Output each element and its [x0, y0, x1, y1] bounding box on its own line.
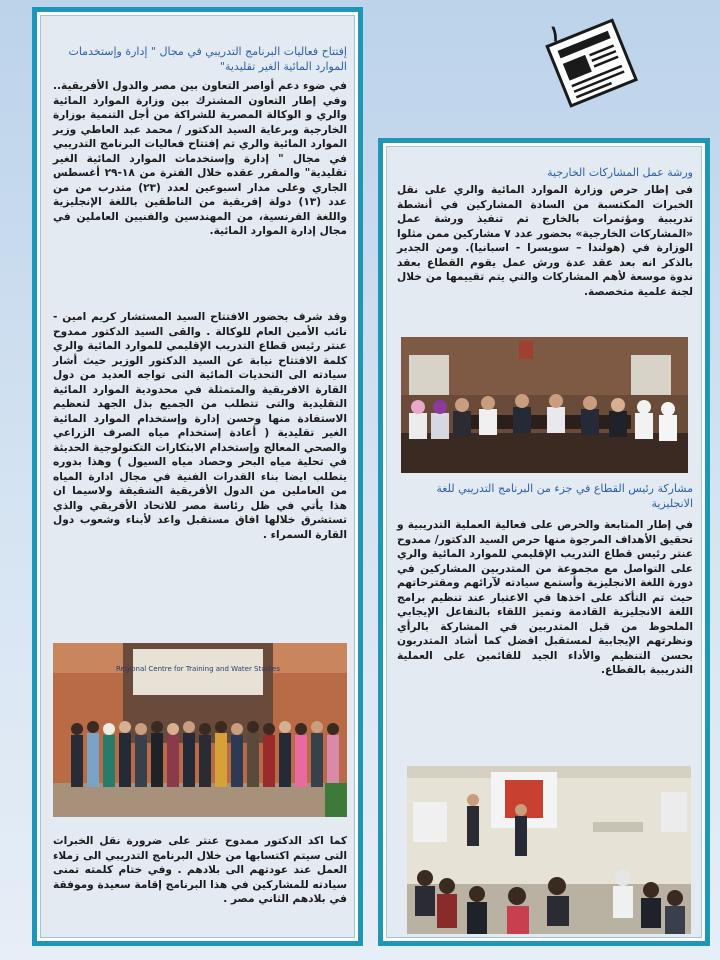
right-article-2-body: في إطار المتابعة والحرص على فعالية العملية التدريبية و تحقيق الأهداف المرجوة منها حرص السيد الدكتور/ ممدوح عنتر رئيس قطاع التدريب الإقليمي للموارد المائية والري على التواصل مع مجموعة من المتدربين المشاركين في دورة اللغة الانجليزية وأستمع سيادته لآرائهم ومقترحاتهم حيث تم التأكد على اخذها في الاعتبار عند تنظيم برامج اللغة الانجليزية القادمة وتميز اللقاء بالتفاعل الإيجابي الملحوظ من قبل المتدربين في المشاركة بالرأي ونظرتهم الإيجابية لمستقبل افضل كما أشاد المتدربون بحسن التنظيم والأداء الجيد للقائمين على العملية التدريبية بالقطاع.	[397, 519, 693, 676]
right-articles-panel	[378, 138, 710, 946]
right-article-1-body: فى إطار حرص وزارة الموارد المائية والري على نقل الخبرات المكتسبة من السادة المشاركين في أنشطة تدريبية ومؤتمرات بالخارج تم تنفيذ ورشة عمل «المشاركات الخارجية» بحضور عدد ٧ مشاركين ممن مثلوا الوزارة في (هولندا – سويسرا - اسبانيا). ومن الجدير بالذكر انه بعد عقد عدة ورش عمل يقوم القطاع بعقد ندوة موسعة لأهم المشاركات والتي يتم تقييمها من خلال لجنة علمية متخصصة.	[397, 184, 693, 298]
left-article-body-2: وقد شرف بحضور الافتتاح السيد المستشار كريم امين - نائب الأمين العام للوكالة . والقى السيد الدكتور ممدوح عنتر رئيس قطاع التدريب الإقليمي للموارد المائية والري كلمة الافتتاح نيابة عن السيد الدكتور الوزير حيث أشار سيادته الى التحديات المائية التى تواجه العديد من دول القارة الافريقية والمتمثلة في محدودية الموارد المائية التقليدية والتى تتطلب من الجميع بذل الجهد لتعظيم الاستفادة منها وحسن إدارة وإستخدام الموارد المائية الغير تقليدية ( أعادة إستخدام مياه الصرف الزراعي والصحي المعالج وإستخدام الابتكارات التكنولوجية الحديثة في تحلية مياه البحر وحصاد مياه السيول ) وهذا بدوره يتطلب ايضا بناء القدرات الفنية في مجال ادارة المياه من العاملين من الدول الأفريقية الشقيقة ولاسيما ان هذا يأتي في ظل رئاسة مصر للاتحاد الأفريقي والذي تستشرق خلالها افاق مستقبل واعد لأبناء وشعوب دول القارة السمراء .	[53, 311, 347, 541]
right-article-2-title: مشاركة رئيس القطاع في جزء من البرنامج التدريبي للغة الانجليزية	[436, 482, 693, 510]
left-article-closing: كما اكد الدكتور ممدوح عنتر على ضرورة نقل الخبرات التى سيتم اكتسابها من خلال البرنامج التدريبي الى زملاء العمل عند عودتهم الى بلادهم . وفي ختام كلمته تمنى سيادته للمشاركين في هذا البرنامج إقامة سعيدة وموفقة في بلادهم الثاني مصر .	[53, 835, 347, 905]
english-class-photo	[407, 766, 691, 934]
left-panel-inner	[40, 15, 355, 938]
right-panel-inner	[386, 146, 702, 938]
group-people	[71, 721, 339, 787]
right-article-1-title: ورشة عمل المشاركات الخارجية	[547, 166, 693, 179]
badge-number: ١	[549, 21, 561, 47]
newspaper-logo	[543, 15, 641, 113]
left-article-title: إفتتاح فعاليات البرنامج التدريبي في مجال " إدارة وإستخدمات الموارد المائية الغير تقليدية"	[68, 45, 347, 73]
left-article-panel	[32, 7, 363, 946]
opening-group-photo	[53, 643, 347, 817]
left-article-body: في ضوء دعم أواصر التعاون بين مصر والدول الأفريقية.. وفي إطار التعاون المشترك بين وزارة الموارد المائية والري و الوكالة المصرية للشراكة من أجل التنمية بوزارة الخارجية وبرعاية السيد الدكتور / محمد عبد العاطي وزير الموارد المائية والري تم إفتتاح فعاليات البرنامج التدريبي في مجال " إدارة وإستخدمات الموارد المائية الغير تقليدية" والمقرر عقده خلال الفترة من ١٨-٢٩ أغسطس الجاري وعلى مدار اسبوعين لعدد (٢٣) متدرب من من عدد (١٣) دولة إفريقية من الناطقين باللغة الإنجليزية واللغة الفرنسية، من المهندسين والفنيين العاملين في مجال إدارة الموارد المائية.	[53, 80, 347, 237]
building-sign: Regional Centre for Training and Water Studies	[115, 665, 281, 673]
workshop-meeting-photo	[401, 337, 688, 473]
